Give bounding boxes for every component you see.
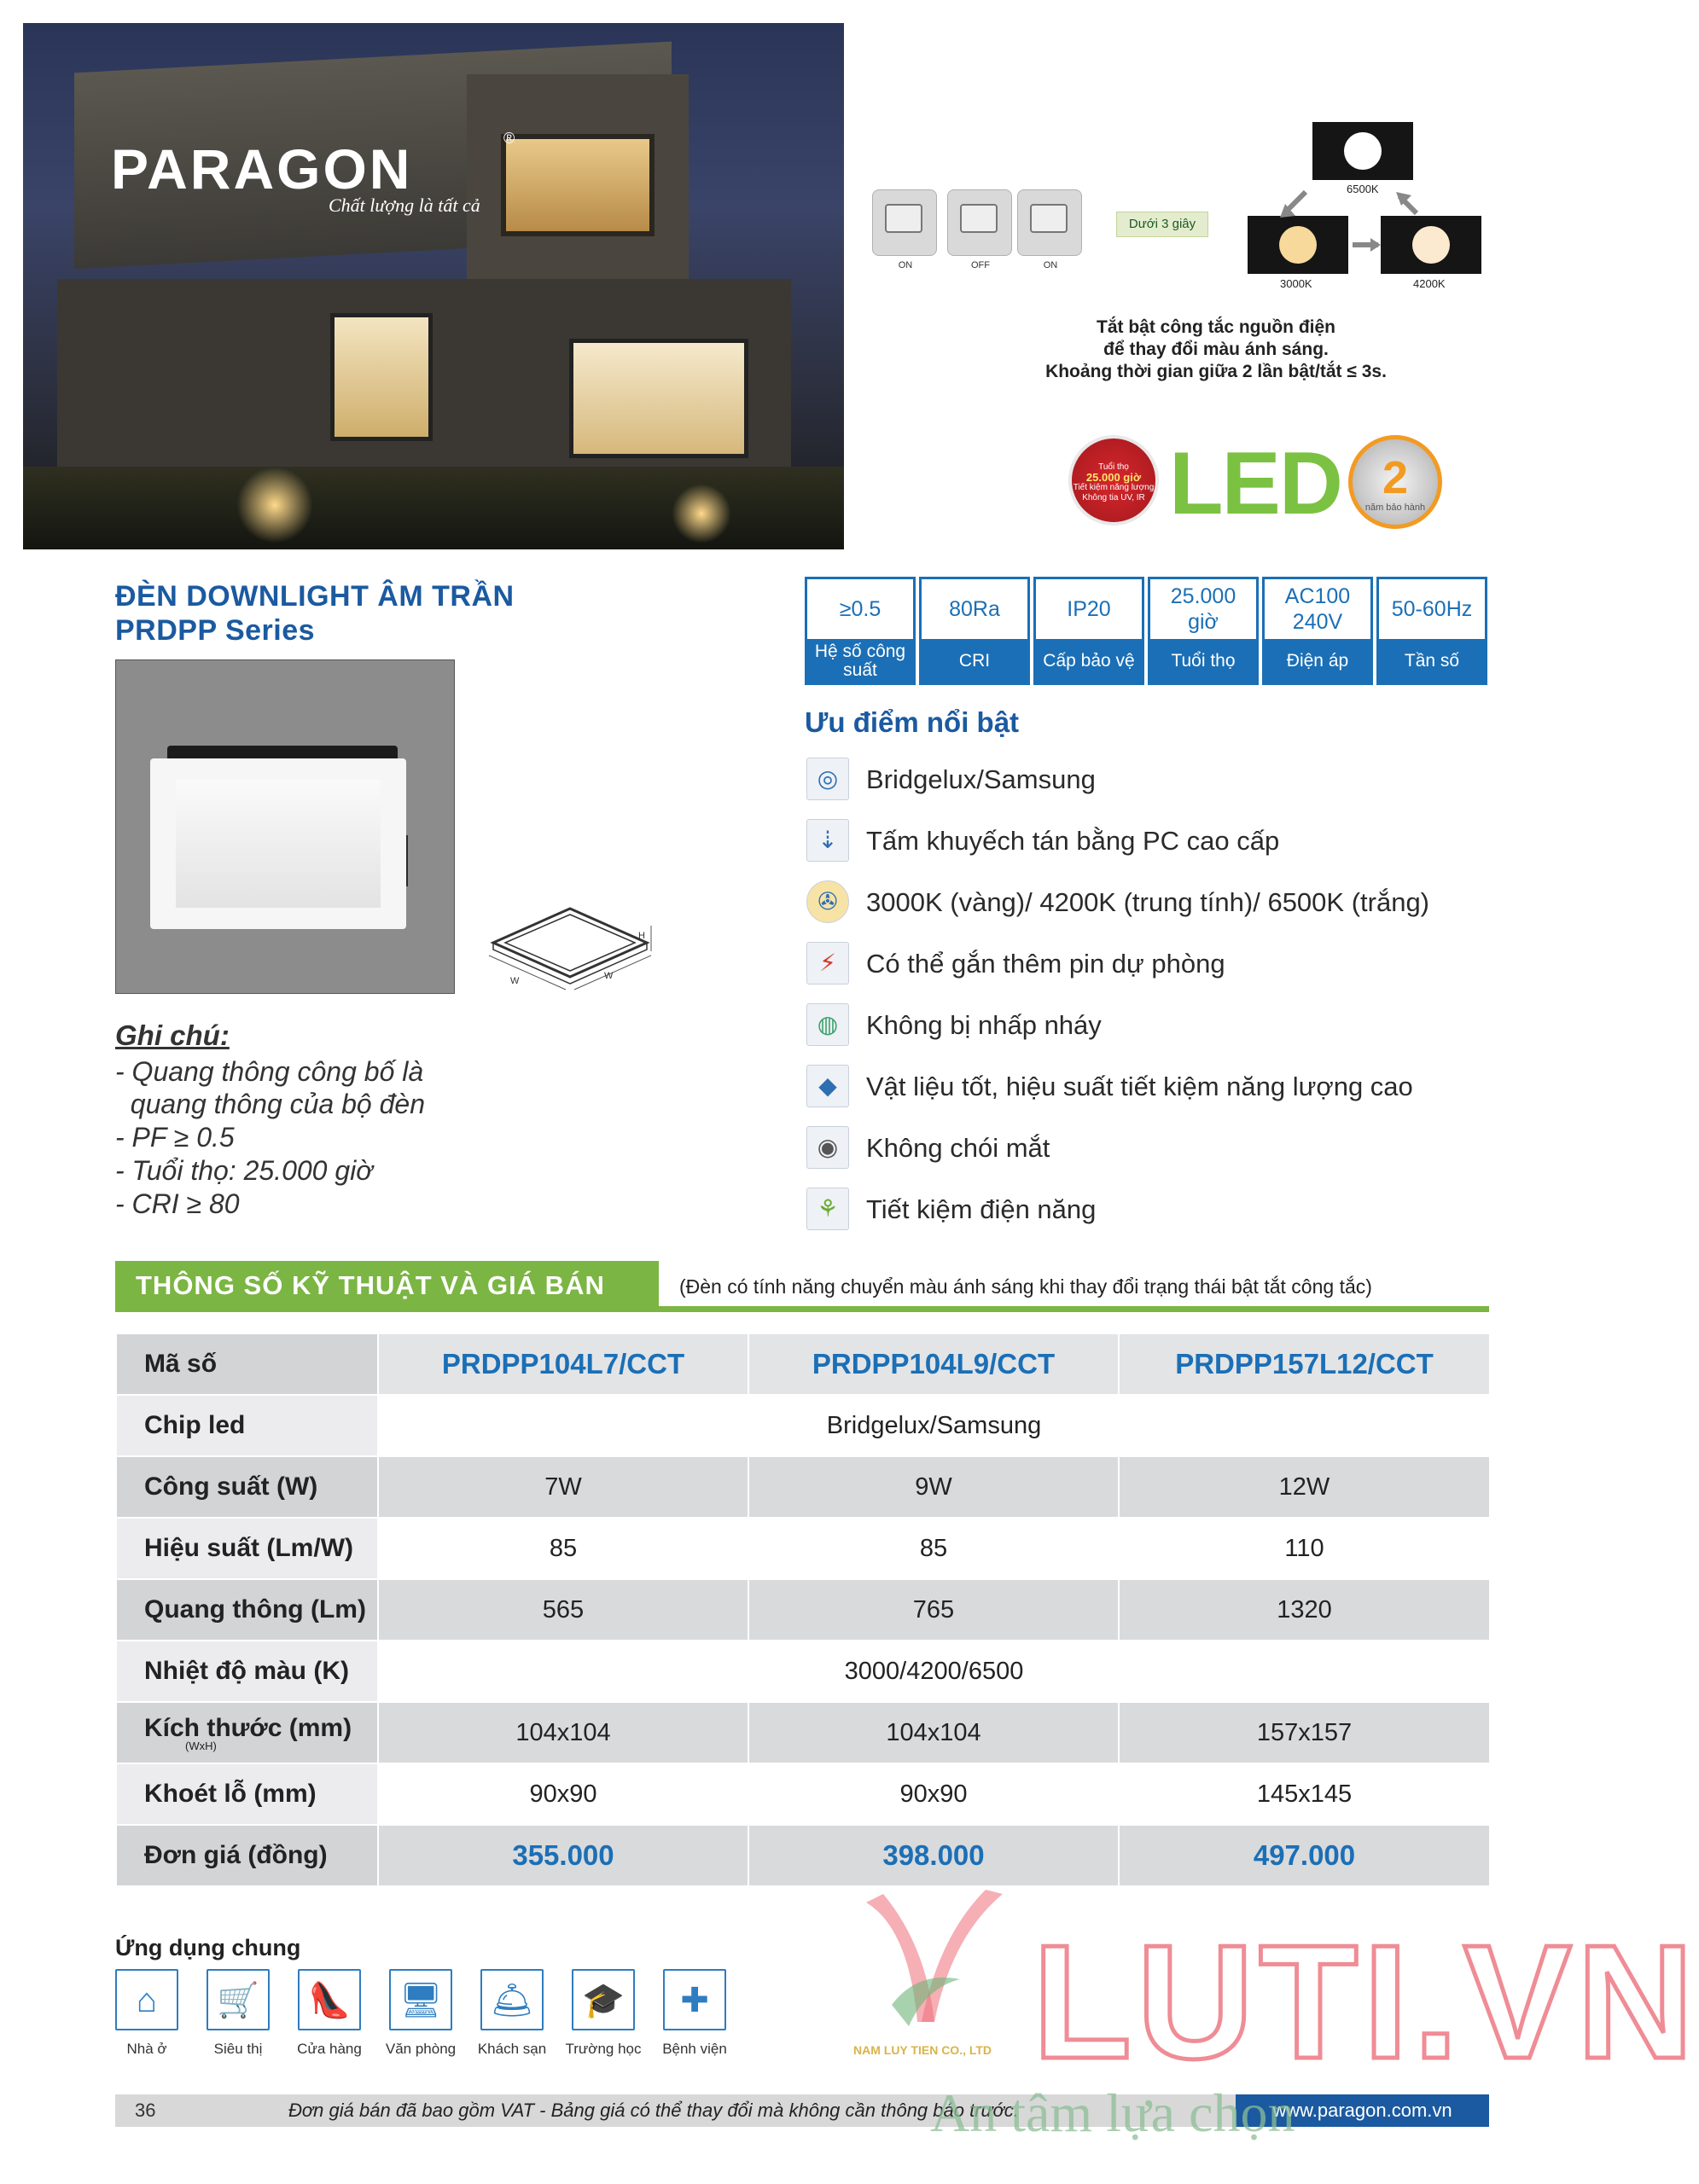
table-cell: 765: [748, 1579, 1119, 1641]
warranty-years: 2: [1382, 452, 1409, 503]
watermark-company: NAM LUY TIEN CO., LTD: [853, 2043, 992, 2057]
duration-badge: Dưới 3 giây: [1116, 212, 1208, 237]
table-cell: 1320: [1119, 1579, 1490, 1641]
table-cell: 85: [378, 1518, 748, 1579]
table-cell: 145x145: [1119, 1763, 1490, 1825]
note-line: - Quang thông công bố là: [115, 1056, 424, 1087]
table-cell: 9W: [748, 1456, 1119, 1518]
instruction-line-2: để thay đổi màu ánh sáng.: [1103, 340, 1329, 359]
spec-section-note: (Đèn có tính năng chuyển màu ánh sáng khi thay đổi trạng thái bật tắt công tắc): [679, 1275, 1372, 1298]
spec-cri: [919, 577, 1030, 685]
advantage-item: Tiết kiệm điện năng: [866, 1194, 1097, 1224]
watermark-slogan: An tâm lựa chọn: [930, 2082, 1295, 2143]
spec-lifetime: [1148, 577, 1259, 685]
footer-note: Đơn giá bán đã bao gồm VAT - Bảng giá có thể thay đổi mà không cần thông báo trước.: [288, 2100, 1019, 2121]
application-label: Trường học: [565, 2041, 642, 2057]
table-cell: Bridgelux/Samsung: [378, 1395, 1490, 1456]
advantage-item: Không chói mắt: [866, 1133, 1050, 1163]
brand-slogan: Chất lượng là tất cả: [329, 195, 480, 216]
house-icon: ⌂: [115, 1969, 178, 2030]
model-code: PRDPP104L9/CCT: [748, 1333, 1119, 1395]
table-cell: 90x90: [748, 1763, 1119, 1825]
plant-icon: ⚘: [806, 1188, 849, 1230]
flicker-free-icon: ◍: [806, 1003, 849, 1046]
seal-line: Tuổi thọ: [1098, 462, 1129, 472]
eye-icon: ◉: [806, 1126, 849, 1169]
row-label: Khoét lỗ (mm): [116, 1763, 378, 1825]
instruction-line-1: Tắt bật công tắc nguồn điện: [1097, 317, 1335, 337]
advantage-item: Vật liệu tốt, hiệu suất tiết kiệm năng lượng cao: [866, 1072, 1413, 1101]
row-label: Quang thông (Lm): [116, 1579, 378, 1641]
table-cell: 7W: [378, 1456, 748, 1518]
table-cell: 90x90: [378, 1763, 748, 1825]
switch-off: [947, 189, 1012, 270]
spec-label: Hệ số công suất: [807, 639, 913, 682]
chip-icon: ◎: [806, 758, 849, 800]
spec-voltage: [1262, 577, 1373, 685]
emergency-battery-icon: ⚡: [806, 942, 849, 985]
warranty-badge: [1348, 435, 1442, 529]
website-link[interactable]: www.paragon.com.vn: [1236, 2094, 1489, 2127]
application-label: Khách sạn: [477, 2041, 547, 2057]
led-logo: LED: [1169, 434, 1341, 533]
note-line: quang thông của bộ đèn: [115, 1089, 425, 1119]
model-code: PRDPP104L7/CCT: [378, 1333, 748, 1395]
advantage-item: Tấm khuyếch tán bằng PC cao cấp: [866, 826, 1280, 856]
graduation-cap-icon: 🎓: [572, 1969, 635, 2030]
row-label: Mã số: [116, 1333, 378, 1395]
brand-logo: PARAGON: [111, 137, 413, 200]
spec-label: Tần số: [1379, 639, 1485, 682]
application-label: Nhà ở: [126, 2041, 167, 2057]
instruction-line-3: Khoảng thời gian giữa 2 lần bật/tắt ≤ 3s.: [1045, 362, 1387, 381]
model-code: PRDPP157L12/CCT: [1119, 1333, 1490, 1395]
row-label: Chip led: [116, 1395, 378, 1456]
row-label: Đơn giá (đồng): [116, 1825, 378, 1886]
office-icon: 🖥: [389, 1969, 452, 2030]
table-row: [116, 1763, 1490, 1825]
seal-line: Không tia UV, IR: [1082, 493, 1145, 502]
advantage-item: 3000K (vàng)/ 4200K (trung tính)/ 6500K (trắng): [866, 887, 1430, 917]
price-cell: 355.000: [378, 1825, 748, 1886]
table-row: [116, 1518, 1490, 1579]
dim-w-label: W: [510, 976, 520, 986]
switch-label: OFF: [971, 260, 990, 270]
note-line: - PF ≥ 0.5: [115, 1122, 235, 1153]
seal-line: 25.000 giờ: [1085, 471, 1142, 484]
registered-mark: ®: [503, 130, 515, 147]
price-cell: 398.000: [748, 1825, 1119, 1886]
color-4200k-label: 4200K: [1413, 277, 1446, 290]
switch-on-2: [1017, 189, 1082, 270]
table-header-row: [116, 1333, 1490, 1395]
note-line: - Tuổi thọ: 25.000 giờ: [115, 1155, 373, 1186]
color-temperature-icon: ✇: [806, 880, 849, 923]
table-cell: 104x104: [378, 1702, 748, 1763]
diamond-icon: ◆: [806, 1065, 849, 1107]
hero-house-photo: [23, 23, 844, 549]
table-cell: 565: [378, 1579, 748, 1641]
spec-price-table: [115, 1333, 1491, 1887]
advantage-item: Không bị nhấp nháy: [866, 1010, 1102, 1040]
applications-heading: Ứng dụng chung: [115, 1935, 301, 1960]
bellboy-icon: 🛎: [480, 1969, 544, 2030]
product-title: ĐÈN DOWNLIGHT ÂM TRẦN: [115, 580, 515, 613]
switch-label: ON: [898, 260, 913, 270]
advantage-item: Bridgelux/Samsung: [866, 764, 1096, 794]
spec-section-heading: THÔNG SỐ KỸ THUẬT VÀ GIÁ BÁN: [115, 1261, 659, 1310]
spec-power-factor: [805, 577, 916, 685]
spec-value: ≥0.5: [839, 597, 882, 621]
dim-h-label: H: [638, 931, 645, 941]
application-label: Cửa hàng: [297, 2041, 362, 2057]
notes-heading: Ghi chú:: [115, 1019, 230, 1051]
switch-on-1: [872, 189, 937, 270]
spec-section-divider: [115, 1306, 1489, 1312]
note-line: - CRI ≥ 80: [115, 1188, 240, 1219]
spec-frequency: [1376, 577, 1487, 685]
spec-value: 25.000 giờ: [1170, 584, 1236, 634]
row-label: Công suất (W): [116, 1456, 378, 1518]
hospital-cross-icon: ✚: [663, 1969, 726, 2030]
dim-w-label-2: W: [604, 971, 614, 981]
spec-value: AC100 240V: [1284, 584, 1351, 634]
application-label: Văn phòng: [385, 2041, 457, 2057]
table-cell: 3000/4200/6500: [378, 1641, 1490, 1702]
application-label: Bệnh viện: [662, 2041, 727, 2057]
row-label: [116, 1702, 378, 1763]
color-3000k-label: 3000K: [1280, 277, 1312, 290]
spec-value: IP20: [1067, 597, 1111, 621]
cart-icon: 🛒: [207, 1969, 270, 2030]
spec-label: CRI: [922, 639, 1027, 682]
row-label-text: Kích thước (mm): [144, 1713, 352, 1742]
advantages-heading: Ưu điểm nổi bật: [805, 706, 1020, 738]
diffuser-icon: ⇣: [806, 819, 849, 862]
table-row: [116, 1702, 1490, 1763]
spec-value: 80Ra: [949, 597, 1000, 621]
table-cell: 85: [748, 1518, 1119, 1579]
watermark-text: LUTI.VN: [1033, 1912, 1699, 2093]
spec-value: 50-60Hz: [1391, 597, 1473, 621]
lifetime-seal-badge: [1068, 435, 1159, 526]
spec-label: Cấp bảo vệ: [1036, 639, 1142, 682]
advantage-item: Có thể gắn thêm pin dự phòng: [866, 949, 1225, 979]
price-cell: 497.000: [1119, 1825, 1490, 1886]
table-cell: 110: [1119, 1518, 1490, 1579]
application-label: Siêu thị: [213, 2041, 263, 2057]
row-label: Nhiệt độ màu (K): [116, 1641, 378, 1702]
spec-ip-rating: [1033, 577, 1144, 685]
warranty-label: năm bảo hành: [1364, 502, 1426, 513]
color-6500k-label: 6500K: [1347, 183, 1379, 195]
table-row: [116, 1456, 1490, 1518]
table-cell: 12W: [1119, 1456, 1490, 1518]
seal-line: Tiết kiệm năng lượng: [1073, 483, 1155, 492]
table-cell: 157x157: [1119, 1702, 1490, 1763]
spec-label: Tuổi thọ: [1150, 639, 1256, 682]
row-label: Hiệu suất (Lm/W): [116, 1518, 378, 1579]
table-row: [116, 1579, 1490, 1641]
row-label-sub: (WxH): [185, 1739, 217, 1752]
table-row: [116, 1641, 1490, 1702]
switch-label: ON: [1043, 260, 1058, 270]
table-cell: 104x104: [748, 1702, 1119, 1763]
table-row: [116, 1825, 1490, 1886]
product-series: PRDPP Series: [115, 614, 316, 647]
dimension-drawing: [476, 892, 655, 998]
table-row: [116, 1395, 1490, 1456]
page-number: 36: [135, 2100, 156, 2121]
shoe-icon: 👠: [298, 1969, 361, 2030]
product-photo: [115, 659, 455, 994]
watermark-logo-icon: [858, 1877, 1011, 2048]
spec-label: Điện áp: [1265, 639, 1370, 682]
arrows-icon: [1246, 166, 1459, 260]
